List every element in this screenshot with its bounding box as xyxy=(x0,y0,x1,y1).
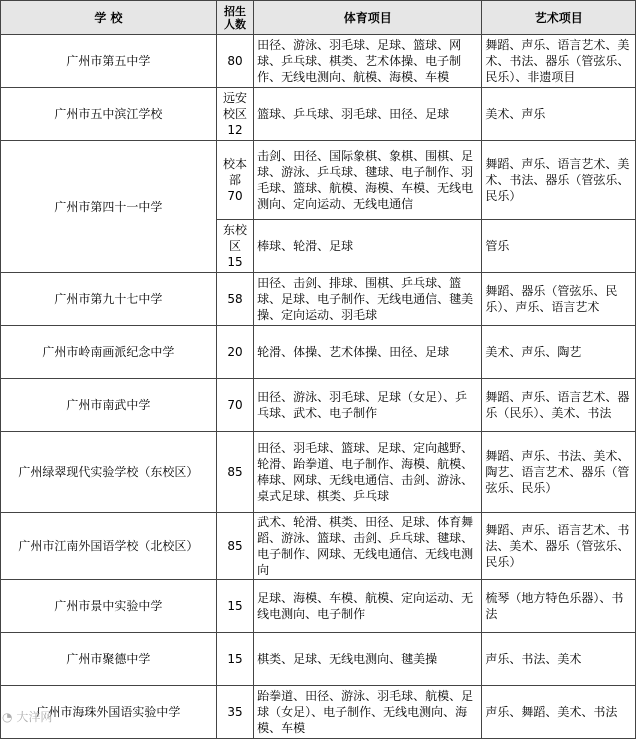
enroll-count: 35 xyxy=(216,686,253,739)
school-name: 广州市第五中学 xyxy=(1,35,217,88)
enroll-count: 东校区 15 xyxy=(216,220,253,273)
arts-items: 声乐、舞蹈、美术、书法 xyxy=(482,686,636,739)
sports-items: 田径、游泳、羽毛球、足球、篮球、网球、乒乓球、棋类、艺术体操、电子制作、无线电测向、航模、海模、车模 xyxy=(254,35,482,88)
sports-items: 击剑、田径、国际象棋、象棋、围棋、足球、游泳、乒乓球、毽球、电子制作、羽毛球、篮球、航模、海模、车模、无线电测向、定向运动、无线电通信 xyxy=(254,141,482,220)
school-name: 广州市南武中学 xyxy=(1,379,217,432)
arts-items: 美术、声乐 xyxy=(482,88,636,141)
sports-items: 棒球、轮滑、足球 xyxy=(254,220,482,273)
sports-items: 田径、击剑、排球、围棋、乒乓球、篮球、足球、电子制作、无线电通信、毽美操、定向运动、羽毛球 xyxy=(254,273,482,326)
table-row xyxy=(1,379,636,432)
arts-items: 舞蹈、声乐、语言艺术、书法、美术、器乐（管弦乐、民乐） xyxy=(482,513,636,580)
sports-items: 武术、轮滑、棋类、田径、足球、体育舞蹈、游泳、篮球、击剑、乒乓球、毽球、电子制作、网球、无线电通信、无线电测向 xyxy=(254,513,482,580)
table-header-row xyxy=(1,1,636,35)
enroll-count: 远安校区12 xyxy=(216,88,253,141)
enroll-count: 58 xyxy=(216,273,253,326)
table-row xyxy=(1,88,636,141)
watermark-logo xyxy=(2,708,52,725)
table-row xyxy=(1,326,636,379)
arts-items: 舞蹈、声乐、语言艺术、美术、书法、器乐（管弦乐、民乐）、非遗项目 xyxy=(482,35,636,88)
sports-items: 篮球、乒乓球、羽毛球、田径、足球 xyxy=(254,88,482,141)
enroll-count: 70 xyxy=(216,379,253,432)
table-row xyxy=(1,35,636,88)
header-sports: 体育项目 xyxy=(254,1,482,35)
table-row xyxy=(1,432,636,513)
sports-items: 田径、游泳、羽毛球、足球（女足）、乒乓球、武术、电子制作 xyxy=(254,379,482,432)
arts-items: 舞蹈、声乐、语言艺术、美术、书法、器乐（管弦乐、民乐） xyxy=(482,141,636,220)
table-row xyxy=(1,141,636,220)
enroll-count: 校本部 70 xyxy=(216,141,253,220)
arts-items: 舞蹈、声乐、语言艺术、器乐（民乐）、美术、书法 xyxy=(482,379,636,432)
table-row xyxy=(1,580,636,633)
enroll-count: 15 xyxy=(216,633,253,686)
watermark-icon: ◔ xyxy=(2,710,13,724)
school-name: 广州市五中滨江学校 xyxy=(1,88,217,141)
arts-items: 舞蹈、器乐（管弦乐、民乐）、声乐、语言艺术 xyxy=(482,273,636,326)
table-row xyxy=(1,633,636,686)
enroll-count: 80 xyxy=(216,35,253,88)
enroll-count: 85 xyxy=(216,513,253,580)
arts-items: 美术、声乐、陶艺 xyxy=(482,326,636,379)
school-name: 广州市第四十一中学 xyxy=(1,141,217,273)
header-arts: 艺术项目 xyxy=(482,1,636,35)
school-name: 广州市江南外国语学校（北校区） xyxy=(1,513,217,580)
enroll-count: 15 xyxy=(216,580,253,633)
enroll-count: 85 xyxy=(216,432,253,513)
watermark-text: 大洋网 xyxy=(16,710,53,724)
school-name: 广州市景中实验中学 xyxy=(1,580,217,633)
school-name: 广州市岭南画派纪念中学 xyxy=(1,326,217,379)
sports-items: 田径、羽毛球、篮球、足球、定向越野、轮滑、跆拳道、电子制作、海模、航模、棒球、网球、无线电通信、击剑、游泳、桌式足球、棋类、乒乓球 xyxy=(254,432,482,513)
sports-items: 足球、海模、车模、航模、定向运动、无线电测向、电子制作 xyxy=(254,580,482,633)
enroll-count: 20 xyxy=(216,326,253,379)
header-enroll: 招生人数 xyxy=(216,1,253,35)
school-name: 广州市第九十七中学 xyxy=(1,273,217,326)
sports-items: 棋类、足球、无线电测向、毽美操 xyxy=(254,633,482,686)
arts-items: 梳琴（地方特色乐器）、书法 xyxy=(482,580,636,633)
table-row xyxy=(1,686,636,739)
school-name: 广州绿翠现代实验学校（东校区） xyxy=(1,432,217,513)
school-name: 广州市海珠外国语实验中学 xyxy=(1,686,217,739)
arts-items: 声乐、书法、美术 xyxy=(482,633,636,686)
sports-items: 轮滑、体操、艺术体操、田径、足球 xyxy=(254,326,482,379)
table-row xyxy=(1,513,636,580)
header-school: 学 校 xyxy=(1,1,217,35)
table-row xyxy=(1,273,636,326)
sports-items: 跆拳道、田径、游泳、羽毛球、航模、足球（女足）、电子制作、无线电测向、海模、车模 xyxy=(254,686,482,739)
school-name: 广州市聚德中学 xyxy=(1,633,217,686)
arts-items: 舞蹈、声乐、书法、美术、陶艺、语言艺术、器乐（管弦乐、民乐） xyxy=(482,432,636,513)
arts-items: 管乐 xyxy=(482,220,636,273)
